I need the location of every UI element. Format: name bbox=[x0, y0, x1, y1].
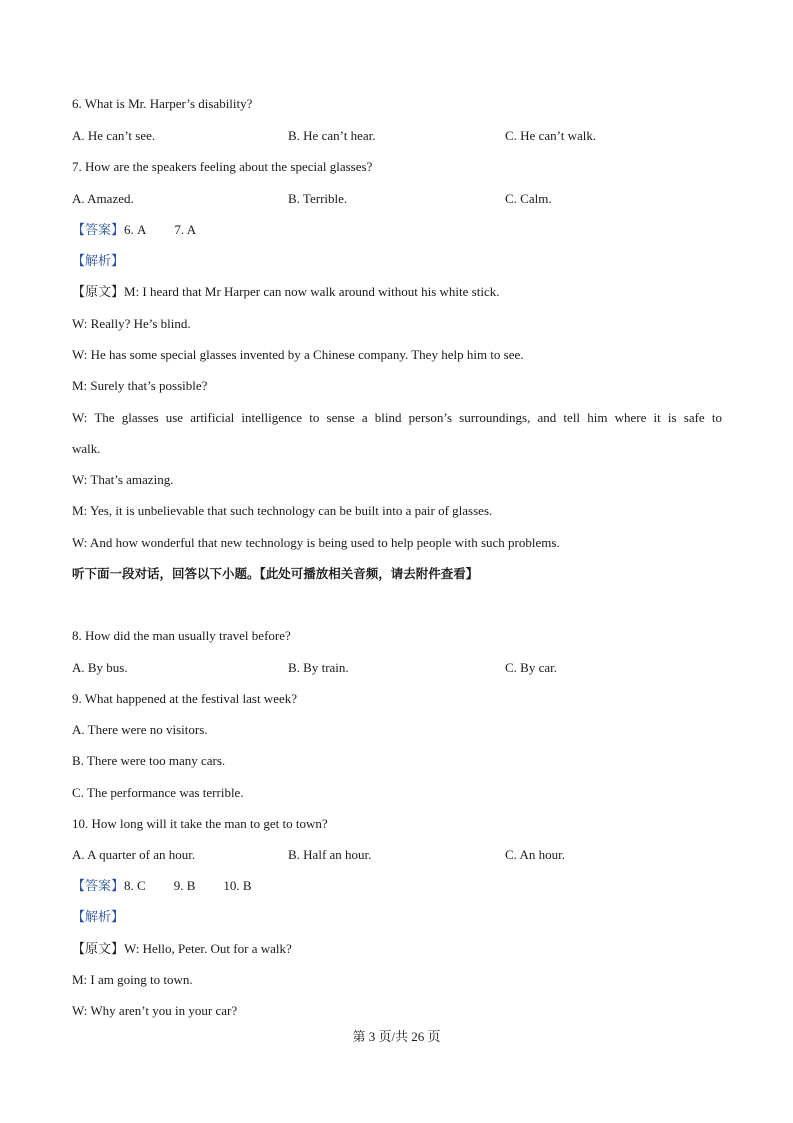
answer-value: 7. A bbox=[174, 222, 197, 237]
option-c: C. By car. bbox=[505, 660, 557, 675]
option-a: A. He can’t see. bbox=[72, 128, 156, 143]
question-9: 9. What happened at the festival last week? bbox=[72, 691, 298, 706]
listening-instruction: 听下面一段对话，回答以下小题。【此处可播放相关音频，请去附件查看】 bbox=[72, 566, 479, 581]
option-c: C. He can’t walk. bbox=[505, 128, 597, 143]
question-8-options bbox=[72, 660, 732, 676]
question-8: 8. How did the man usually travel before? bbox=[72, 628, 291, 643]
option-a: A. A quarter of an hour. bbox=[72, 847, 196, 862]
answer-block-1 bbox=[72, 222, 196, 238]
transcript-line: W: Why aren’t you in your car? bbox=[72, 1003, 238, 1018]
transcript-line: walk. bbox=[72, 441, 101, 456]
option-b: B. Terrible. bbox=[288, 191, 348, 206]
answer-block-2 bbox=[72, 878, 252, 894]
page-number: 第 3 页/共 26 页 bbox=[352, 1029, 441, 1044]
answer-value: 10. B bbox=[223, 878, 252, 893]
question-10-options bbox=[72, 847, 732, 863]
option-c: C. The performance was terrible. bbox=[72, 785, 244, 800]
analysis-label: 【解析】 bbox=[72, 253, 125, 268]
question-7: 7. How are the speakers feeling about the special glasses? bbox=[72, 159, 373, 174]
option-c: C. Calm. bbox=[505, 191, 552, 206]
transcript-line: W: Really? He’s blind. bbox=[72, 316, 191, 331]
option-c: C. An hour. bbox=[505, 847, 565, 862]
question-6-options bbox=[72, 128, 732, 144]
analysis-label: 【解析】 bbox=[72, 909, 125, 924]
answer-value: 6. A bbox=[124, 222, 147, 237]
option-b: B. He can’t hear. bbox=[288, 128, 376, 143]
answer-label: 【答案】 bbox=[72, 222, 125, 237]
option-a: A. Amazed. bbox=[72, 191, 134, 206]
transcript-line: W: And how wonderful that new technology is being used to help people with such problems. bbox=[72, 535, 560, 550]
transcript-label: 【原文】 bbox=[72, 284, 125, 299]
option-b: B. Half an hour. bbox=[288, 847, 372, 862]
question-10: 10. How long will it take the man to get to town? bbox=[72, 816, 328, 831]
transcript-line bbox=[72, 284, 499, 300]
question-6: 6. What is Mr. Harper’s disability? bbox=[72, 96, 253, 111]
transcript-text: M: I heard that Mr Harper can now walk around without his white stick. bbox=[124, 284, 500, 299]
option-b: B. By train. bbox=[288, 660, 349, 675]
question-7-options bbox=[72, 191, 732, 207]
transcript-line: W: That’s amazing. bbox=[72, 472, 174, 487]
option-b: B. There were too many cars. bbox=[72, 753, 226, 768]
transcript-line: M: Yes, it is unbelievable that such technology can be built into a pair of glasses. bbox=[72, 503, 493, 518]
transcript-line: M: I am going to town. bbox=[72, 972, 193, 987]
transcript-line bbox=[72, 941, 292, 957]
option-a: A. There were no visitors. bbox=[72, 722, 208, 737]
transcript-label: 【原文】 bbox=[72, 941, 125, 956]
transcript-line: M: Surely that’s possible? bbox=[72, 378, 208, 393]
option-a: A. By bus. bbox=[72, 660, 128, 675]
transcript-line: W: He has some special glasses invented by a Chinese company. They help him to see. bbox=[72, 347, 524, 362]
answer-value: 9. B bbox=[173, 878, 196, 893]
answer-label: 【答案】 bbox=[72, 878, 125, 893]
transcript-line: W: The glasses use artificial intelligence to sense a blind person’s surroundings, and tell him where it is safe to bbox=[72, 410, 722, 425]
answer-value: 8. C bbox=[124, 878, 146, 893]
transcript-text: W: Hello, Peter. Out for a walk? bbox=[124, 941, 292, 956]
